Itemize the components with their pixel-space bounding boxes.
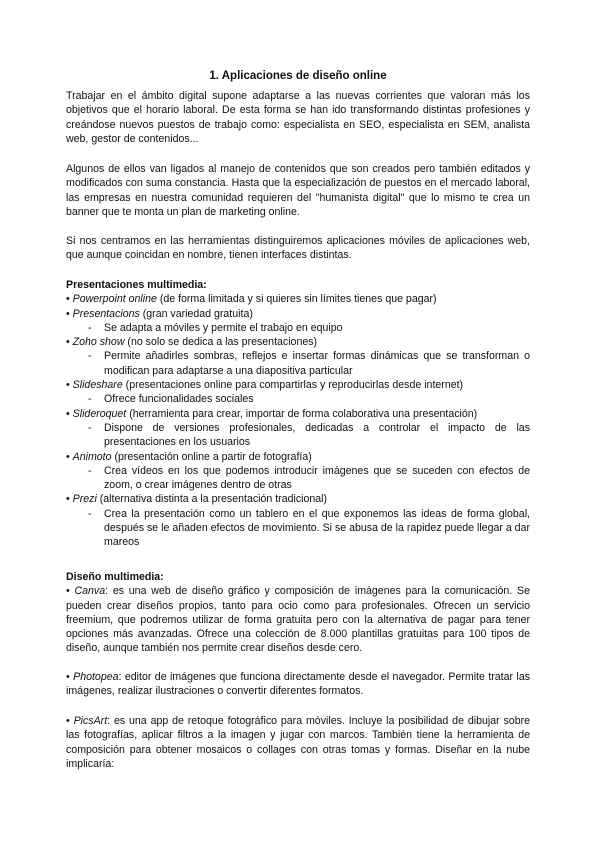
list-item: • Photopea: editor de imágenes que funciona directamente desde el navegador. Permite tratar las imágenes, realizar ilustraciones o convertir diferentes formatos. [66,671,531,698]
list-item: • Prezi (alternativa distinta a la presentación tradicional) [66,493,328,506]
list-item: • Presentacions (gran variedad gratuita) [66,307,253,320]
diseno-picsart [66,714,530,771]
intro-paragraph-1: Trabajar en el ámbito digital supone adaptarse a las nuevas corrientes que valoran más los objetivos que el horario laboral. De esta forma se han ido transformando distintas profesiones y creándose nuevos puestos de trabajo como: especialista en SEO, especialista en SEM, analista web, gestor de contenidos... [66,90,530,145]
list-subitem: - Crea la presentación como un tablero en el que exponemos las ideas de forma global, después se le añaden efectos de movimiento. Si se abusa de la rapidez puede llegar a dar mareos [104,507,530,550]
presentaciones-section [66,278,530,550]
diseno-photopea [66,670,530,699]
section-heading-diseno: Diseño multimedia: [66,571,164,583]
list-item: • PicsArt: es una app de retoque fotográfico para móviles. Incluye la posibilidad de dibujar sobre las fotografías, aplicar filtros a la imagen y jugar con marcos. También tiene la herramienta de composición para obtener mosaicos o collages con otras tomas y formas. Diseñar en la nube implicaría: [66,715,531,770]
section-heading-presentaciones: Presentaciones multimedia: [66,279,207,291]
list-subitem: - Crea vídeos en los que podemos introducir imágenes que se suceden con efectos de zoom, o crear imágenes dentro de otras [104,464,530,493]
page-title: 1. Aplicaciones de diseño online [209,70,387,82]
intro-paragraph-2: Algunos de ellos van ligados al manejo de contenidos que son creados pero también editados y modificados con suma constancia. Hasta que la especialización de puestos en el mercado laboral, las empresas en nuestra comunidad requieren del "humanista digital" que lo mismo te crea un banner que te monta un plan de marketing online. [66,163,530,218]
list-subitem: - Permite añadirles sombras, reflejos e insertar formas dinámicas que se transforman o modifican para adaptarse a una diapositiva particular [104,349,530,378]
list-item: • Zoho show (no solo se dedica a las presentaciones) [66,336,318,349]
list-subitem: - Se adapta a móviles y permite el trabajo en equipo [104,321,530,335]
list-item: • Slideroquet (herramienta para crear, importar de forma colaborativa una presentación) [66,407,478,420]
list-item: • Slideshare (presentaciones online para compartirlas y reproducirlas desde internet) [66,379,464,392]
list-item: • Powerpoint online (de forma limitada y si quieres sin límites tienes que pagar) [66,293,437,306]
list-subitem: - Dispone de versiones profesionales, dedicadas a controlar el impacto de las presentaciones en los usuarios [104,421,530,450]
diseno-section [66,570,530,656]
intro-paragraph-3: Si nos centramos en las herramientas distinguiremos aplicaciones móviles de aplicaciones web, que aunque coincidan en nombre, tienen interfaces distintas. [66,235,530,262]
list-item: • Canva: es una web de diseño gráfico y composición de imágenes para la comunicación. Se pueden crear diseños propios, tanto para ocio como para profesionales. Ofrecen un servicio freemium, que podremos utilizar de forma gratuita pero con la alternativa de pagar para tener opciones más avanzadas. Ofrece una colección de 8.000 plantillas gratuitas para 100 tipos de diseño, aunque también nos permite crear diseños desde cero. [66,585,530,655]
list-subitem: - Ofrece funcionalidades sociales [104,392,530,406]
list-item: • Animoto (presentación online a partir de fotografía) [66,450,312,463]
